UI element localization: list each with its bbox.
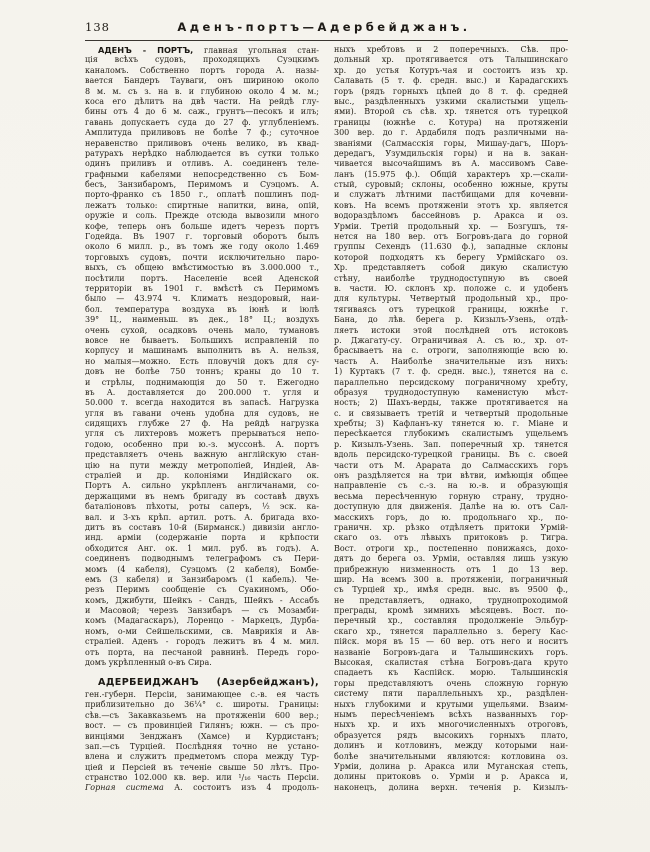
text-segment: хребты; 3) Кафланъ-ку тянется ю. г. Міане и bbox=[334, 419, 568, 429]
text-line bbox=[85, 763, 319, 773]
text-line bbox=[85, 523, 319, 533]
text-segment: баталіоновъ пѣхоты, роты саперъ, ½ эск. ка- bbox=[85, 502, 319, 512]
text-segment: А. состоитъ изъ 4 продоль- bbox=[163, 783, 319, 793]
text-line bbox=[85, 253, 319, 263]
text-line bbox=[334, 741, 568, 751]
text-segment: нымъ пересѣченіемъ всѣхъ названныхъ гор- bbox=[334, 710, 568, 719]
text-columns bbox=[85, 45, 568, 794]
text-line bbox=[85, 648, 319, 658]
text-line bbox=[85, 55, 319, 65]
text-segment: вается Бандеръ Тауваги, онъ шириною около bbox=[85, 76, 319, 86]
text-segment: главная угольная стан- bbox=[193, 46, 319, 55]
text-segment: 50.000 т. всегда находится въ запасѣ. Нагрузка bbox=[85, 398, 319, 408]
text-line bbox=[85, 190, 319, 200]
header-rule bbox=[85, 40, 568, 41]
text-segment: параллельно персидскому пограничному хребту, bbox=[334, 377, 568, 387]
bold-entry-word: АДЕНЪ - ПОРТЪ, bbox=[98, 45, 194, 55]
text-line bbox=[85, 159, 319, 169]
text-line bbox=[334, 201, 568, 211]
text-line bbox=[334, 523, 568, 533]
running-head: Аденъ-портъ—Адербейджанъ. bbox=[177, 20, 471, 34]
text-line bbox=[334, 533, 568, 543]
text-segment: стый, суровый; склоны, особенно южные, круты bbox=[334, 180, 568, 190]
text-segment: дередагъ, Узумдильскія горы) и на в. закан- bbox=[334, 148, 568, 158]
text-segment: цію на пути между метрополіей, Индіей, Ав- bbox=[85, 460, 319, 470]
text-segment: одинъ приливъ и отливъ. А. соединенъ теле- bbox=[85, 159, 319, 169]
italic-phrase: Горная система bbox=[85, 783, 164, 793]
text-segment: угля въ гавани очень удобна для судовъ, не bbox=[85, 408, 319, 418]
text-segment: торговыхъ судовъ, почти исключительно паро- bbox=[85, 252, 319, 262]
text-line bbox=[334, 211, 568, 221]
text-segment: очень сухой, осадковъ очень мало, тумановъ bbox=[85, 325, 319, 335]
text-segment: спадаетъ къ Каспійск. морю. Талышинскія bbox=[334, 668, 568, 678]
text-line bbox=[85, 711, 319, 721]
text-line bbox=[334, 772, 568, 782]
text-line bbox=[85, 533, 319, 543]
text-line bbox=[334, 461, 568, 471]
text-line bbox=[334, 616, 568, 626]
text-line bbox=[85, 326, 319, 336]
text-line bbox=[334, 783, 568, 793]
text-segment: ратурахъ нерѣдко наблюдается въ сутки только bbox=[85, 148, 319, 158]
text-segment: территоріи въ 1901 г. вмѣстѣ съ Перимомъ bbox=[85, 283, 319, 293]
text-segment: р. Джагату-су. Ограничивая А. съ ю., хр. от- bbox=[334, 335, 568, 345]
text-line bbox=[85, 284, 319, 294]
text-segment: ныхъ хр. и ихъ многочисленныхъ отроговъ, bbox=[334, 720, 568, 730]
text-segment: ями). Второй съ сѣв. хр. тянется отъ турецкой bbox=[334, 107, 568, 117]
text-segment: вал. и 3-хъ крѣп. артил. ротъ. А. бригада вхо- bbox=[85, 512, 319, 522]
text-line bbox=[334, 575, 568, 585]
text-line bbox=[85, 315, 319, 325]
text-line bbox=[85, 222, 319, 232]
text-segment: долины притоковъ о. Урміи и р. Аракса и, bbox=[334, 772, 568, 782]
text-line bbox=[334, 180, 568, 190]
text-line bbox=[85, 658, 319, 668]
text-line bbox=[334, 731, 568, 741]
text-segment: комъ, Джибути, Шейкъ - Сандъ, Шейкъ - Ассабъ bbox=[85, 595, 319, 605]
text-segment: и Масовой; черезъ Занзибаръ — съ Мозамби- bbox=[85, 606, 319, 616]
text-line bbox=[334, 668, 568, 678]
text-segment: Салавать (5 т. ф. средн. выс.) и Карадагскихъ bbox=[334, 76, 568, 86]
text-line bbox=[85, 66, 319, 76]
text-segment: ція всѣхъ судовъ, проходящихъ Суэцкимъ bbox=[85, 55, 319, 65]
text-line bbox=[85, 616, 319, 626]
text-segment: коса его дѣлитъ на двѣ части. На рейдѣ глу- bbox=[85, 96, 319, 106]
text-segment: горъ (рядъ горныхъ цѣпей до 8 т. ф. средней bbox=[334, 86, 568, 96]
text-segment: емъ (3 кабеля) и Занзибаромъ (1 кабель). Че- bbox=[85, 574, 319, 584]
text-line bbox=[85, 274, 319, 284]
text-line bbox=[334, 606, 568, 616]
text-segment: Бана, до лѣв. берега р. Кизылъ-Узень, отдѣ- bbox=[334, 315, 568, 325]
text-line bbox=[85, 398, 319, 408]
text-line bbox=[85, 450, 319, 460]
text-line bbox=[334, 710, 568, 720]
text-segment: вост. — съ провинціей Гилянъ; южн. — съ про- bbox=[85, 721, 319, 731]
text-segment: долинъ и котловинъ, между которыми наи- bbox=[334, 741, 568, 751]
text-line bbox=[85, 180, 319, 190]
text-line bbox=[334, 128, 568, 138]
text-segment: водораздѣломъ бассейновъ р. Аракса и оз. bbox=[334, 211, 568, 221]
text-line bbox=[334, 357, 568, 367]
text-segment: отъ порта, на песчаной равнинѣ. Передъ горо- bbox=[85, 647, 319, 657]
text-line bbox=[85, 367, 319, 377]
text-segment: ціей и Персіей въ теченіе свыше 50 лѣтъ. Про- bbox=[85, 762, 319, 772]
text-segment: наконецъ, долина верхн. теченія р. Кизылъ- bbox=[334, 782, 568, 792]
text-line bbox=[85, 409, 319, 419]
text-segment: которой подходятъ къ берегу Урмійскаго оз. bbox=[334, 252, 568, 262]
text-line bbox=[334, 419, 568, 429]
text-segment: около 6 милл. р., въ томъ же году около 1.469 bbox=[85, 242, 319, 252]
text-segment: корпусу и машинамъ выполнить въ А. нельзя, bbox=[85, 346, 319, 356]
text-segment: гавань допускаетъ суда до 27 ф. углубленіемъ. bbox=[85, 117, 319, 127]
text-line bbox=[85, 346, 319, 356]
text-line bbox=[85, 585, 319, 595]
text-line bbox=[334, 55, 568, 65]
text-line bbox=[85, 627, 319, 637]
text-line bbox=[85, 565, 319, 575]
page-number: 138 bbox=[85, 20, 110, 34]
text-segment: домъ укрѣпленный о-въ Сира. bbox=[85, 658, 212, 668]
text-line bbox=[85, 97, 319, 107]
text-line bbox=[334, 274, 568, 284]
text-line bbox=[334, 658, 568, 668]
text-segment: 8 м. м. съ з. на в. и глубиною около 4 м. м.; bbox=[85, 86, 319, 96]
text-segment: Высокая, скалистая стѣна Богровъ-дага круто bbox=[334, 658, 568, 668]
text-segment: онъ раздѣляется на три вѣтви, имѣющія общее bbox=[334, 471, 568, 481]
text-line bbox=[334, 450, 568, 460]
page-header bbox=[85, 20, 568, 34]
text-line bbox=[85, 388, 319, 398]
text-line bbox=[85, 752, 319, 762]
text-line bbox=[334, 440, 568, 450]
text-segment: ланъ (15.975 ф.). Общій характеръ хр.—скали- bbox=[334, 169, 568, 179]
text-line bbox=[85, 700, 319, 710]
text-segment: Вост. отроги хр., постепенно понижаясь, дохо- bbox=[334, 543, 568, 553]
text-line bbox=[334, 139, 568, 149]
text-line bbox=[334, 253, 568, 263]
text-line bbox=[85, 471, 319, 481]
text-segment: направленіе съ с.-з. на ю.-в. и образующія bbox=[334, 481, 568, 491]
text-segment: Урміи. Третій продольный хр. — Бозгушъ, тя- bbox=[334, 221, 568, 231]
text-line bbox=[334, 378, 568, 388]
text-segment: пересѣкается глубокимъ скалистымъ ущельемъ bbox=[334, 429, 568, 439]
text-line bbox=[85, 378, 319, 388]
text-line bbox=[85, 139, 319, 149]
text-line bbox=[85, 690, 319, 700]
text-line bbox=[85, 170, 319, 180]
text-line bbox=[85, 544, 319, 554]
text-segment: и стрѣлы, поднимающія до 50 т. Ежегодно bbox=[85, 377, 319, 387]
text-segment: нется на 180 вер. отъ Богровъ-дага до горной bbox=[334, 232, 568, 242]
text-line bbox=[334, 637, 568, 647]
text-segment: приблизительно до 36¼° с. широты. Границы: bbox=[85, 700, 319, 710]
text-segment: съ Турціей хр., имѣя средн. выс. въ 9500 ф., bbox=[334, 585, 568, 595]
text-segment: влена и служитъ предметомъ спора между Тур- bbox=[85, 752, 319, 762]
text-segment: часть А. Наиболѣе значительные изъ нихъ: bbox=[334, 356, 568, 366]
text-line bbox=[334, 544, 568, 554]
text-segment: комъ (Мадагаскаръ), Лоренцо - Маркецъ, Дурба- bbox=[85, 616, 319, 626]
text-line bbox=[334, 326, 568, 336]
text-segment: Годейда. Въ 1907 г. торговый оборотъ былъ bbox=[85, 232, 319, 242]
text-segment: страліей. Аденъ - городъ лежитъ въ 4 м. мил. bbox=[85, 637, 319, 647]
text-line bbox=[334, 367, 568, 377]
text-segment: части отъ М. Арарата до Салмасскихъ горъ bbox=[334, 460, 568, 470]
text-segment: доступную для движенія. Далѣе на ю. отъ Сал- bbox=[334, 502, 568, 512]
text-line bbox=[85, 481, 319, 491]
text-line bbox=[334, 689, 568, 699]
text-line bbox=[334, 585, 568, 595]
text-segment: названіе Богровъ-дага и Талышинскихъ горъ. bbox=[334, 647, 568, 657]
text-segment: ген.-губерн. Персіи, занимающее с.-в. ея часть bbox=[85, 689, 319, 699]
text-segment: каналомъ. Собственно портъ города А. назы- bbox=[85, 65, 319, 75]
text-line bbox=[334, 232, 568, 242]
text-line bbox=[85, 201, 319, 211]
text-line bbox=[334, 720, 568, 730]
text-line bbox=[334, 242, 568, 252]
text-segment: ковъ. На всемъ протяженіи этотъ хр. является bbox=[334, 200, 568, 210]
text-segment: дольный хр. протягивается отъ Талышинскаго bbox=[334, 55, 568, 65]
text-line bbox=[334, 398, 568, 408]
text-segment: выс., раздѣленныхъ узкими скалистыми ущель- bbox=[334, 96, 568, 106]
text-line bbox=[85, 305, 319, 315]
text-line bbox=[85, 554, 319, 564]
text-segment: страліей и др. колоніями Индійскаго ок. bbox=[85, 471, 319, 481]
text-line bbox=[334, 565, 568, 575]
text-line bbox=[85, 128, 319, 138]
text-segment: болѣе значительными являются: котловина оз. bbox=[334, 751, 568, 761]
text-line bbox=[334, 409, 568, 419]
text-line bbox=[334, 87, 568, 97]
text-line bbox=[85, 294, 319, 304]
text-line bbox=[85, 502, 319, 512]
text-line bbox=[334, 648, 568, 658]
text-line bbox=[334, 118, 568, 128]
text-segment: пійск. моря въ 15 — 60 вер. отъ него и носитъ bbox=[334, 637, 568, 647]
text-line bbox=[334, 107, 568, 117]
text-line bbox=[85, 513, 319, 523]
text-segment: р. Кизылъ-Узень. Зап. поперечный хр. тянется bbox=[334, 439, 568, 449]
text-segment: званіями (Салмасскія горы, Мишау-дагъ, Шоръ- bbox=[334, 138, 568, 148]
text-segment: сѣв.—съ Закавказьемъ на протяженіи 600 вер.; bbox=[85, 710, 319, 720]
text-segment: номъ, о-ми Сейшельскими, св. Маврикія и Ав- bbox=[85, 626, 319, 636]
text-line bbox=[334, 315, 568, 325]
text-line bbox=[85, 263, 319, 273]
text-segment: странство 102.000 кв. вер. или ¹/₁₆ часть Персіи. bbox=[85, 773, 319, 783]
text-line bbox=[334, 263, 568, 273]
text-line bbox=[334, 429, 568, 439]
text-line bbox=[334, 752, 568, 762]
text-segment: въ А. доставляется до 200.000 т. угля и bbox=[85, 387, 319, 397]
text-line bbox=[334, 388, 568, 398]
text-line bbox=[85, 637, 319, 647]
text-segment: Хр. представляетъ собой дикую скалистую bbox=[334, 263, 568, 273]
text-line bbox=[85, 336, 319, 346]
text-line bbox=[334, 513, 568, 523]
text-segment: вовсе не бываетъ. Большихъ исправленій по bbox=[85, 335, 319, 345]
text-segment: образуя труднодоступную каменистую мѣст- bbox=[334, 387, 568, 397]
text-segment: дитъ въ составъ 10-й (Бирманск.) дивизіи англо- bbox=[85, 522, 319, 532]
text-line bbox=[334, 700, 568, 710]
text-segment: систему пяти параллельныхъ хр., раздѣлен- bbox=[334, 689, 568, 699]
text-segment: дятъ до берега оз. Урміи, оставляя лишь узкую bbox=[334, 554, 568, 564]
text-segment: тягиваясь отъ турецкой границы, южнѣе г. bbox=[334, 304, 568, 314]
text-segment: скаго хр., тянется параллельно з. берегу Кас- bbox=[334, 626, 568, 636]
text-segment: но малыя—можно. Есть пловучій докъ для су- bbox=[85, 356, 319, 366]
text-line bbox=[334, 170, 568, 180]
text-segment: с. и связываетъ третій и четвертый продольные bbox=[334, 408, 568, 418]
text-segment: посѣтили портъ. Населеніе всей Аденской bbox=[85, 273, 319, 283]
text-line bbox=[85, 429, 319, 439]
text-line bbox=[334, 679, 568, 689]
text-segment: образуется рядъ высокихъ горныхъ плато, bbox=[334, 730, 568, 740]
text-segment: горы представляютъ очень сложную горную bbox=[334, 678, 568, 688]
text-segment: соединенъ подводнымъ телеграфомъ съ Пери- bbox=[85, 554, 319, 564]
text-segment: бины отъ 4 до 6 м. саж., грунтъ—песокъ и илъ; bbox=[85, 107, 319, 117]
text-line bbox=[334, 294, 568, 304]
text-segment: годою, особенно при ю.-з. муссонѣ. А. портъ bbox=[85, 439, 319, 449]
text-line bbox=[85, 461, 319, 471]
text-line bbox=[334, 762, 568, 772]
bold-entry-word: АДЕРБЕЙДЖАНЪ (Азербейджанъ), bbox=[98, 677, 319, 689]
text-line bbox=[85, 732, 319, 742]
text-line bbox=[334, 596, 568, 606]
text-segment: было — 43.974 ч. Климатъ нездоровый, наи- bbox=[85, 294, 319, 304]
text-segment: порто-франко съ 1850 г., оплатѣ пошлинъ под- bbox=[85, 190, 319, 200]
text-segment: ныхъ хребтовъ и 2 поперечныхъ. Сѣв. про- bbox=[334, 45, 568, 54]
text-segment: вдоль персидско-турецкой границы. Въ с. своей bbox=[334, 450, 568, 460]
text-segment: оружіе и соль. Прежде отсюда вывозили много bbox=[85, 211, 319, 221]
text-line bbox=[334, 97, 568, 107]
text-segment: бесъ, Занзибаромъ, Перимомъ и Суэцомъ. А. bbox=[85, 180, 319, 190]
text-line bbox=[85, 107, 319, 117]
text-line bbox=[85, 87, 319, 97]
text-segment: зап.—съ Турціей. Послѣдняя точно не устано- bbox=[85, 741, 319, 751]
text-line bbox=[85, 492, 319, 502]
text-segment: брасываетъ на с. отроги, заполняющіе всю ю. bbox=[334, 346, 568, 356]
text-segment: 300 вер. до г. Ардабиля подъ различными на- bbox=[334, 128, 568, 138]
text-segment: чивается высочайшимъ въ А. массивомъ Саве- bbox=[334, 159, 568, 169]
text-segment: довъ не болѣе 750 тоннъ; краны до 10 т. bbox=[85, 367, 319, 377]
text-segment: и служатъ лѣтними пастбищами для кочевни- bbox=[334, 190, 568, 200]
text-segment: представляетъ очень важную англійскую стан- bbox=[85, 450, 319, 460]
text-line bbox=[85, 232, 319, 242]
text-line bbox=[334, 159, 568, 169]
text-segment: хр. до устья Котуръ-чая и состоитъ изъ хр. bbox=[334, 65, 568, 75]
text-segment: винціями Зенджанъ (Хамсе) и Курдистанъ; bbox=[85, 731, 319, 741]
text-line bbox=[334, 66, 568, 76]
text-line bbox=[334, 222, 568, 232]
text-segment: прибрежную низменность отъ 1 до 13 вер. bbox=[334, 564, 568, 574]
text-segment: лежатъ только: спиртные напитки, вина, опій, bbox=[85, 200, 319, 210]
text-line bbox=[334, 45, 568, 55]
text-segment: шир. На всемъ 300 в. протяженіи, пограничный bbox=[334, 574, 568, 584]
text-line bbox=[334, 284, 568, 294]
text-segment: выхъ, съ общею вмѣстимостью въ 3.000.000 т., bbox=[85, 263, 319, 273]
text-line bbox=[85, 596, 319, 606]
text-line bbox=[334, 190, 568, 200]
text-segment: в. части. Ю. склонъ хр. положе с. и удобенъ bbox=[334, 283, 568, 293]
text-line bbox=[85, 773, 319, 783]
text-segment: границы (южнѣе с. Котура) на протяженіи bbox=[334, 117, 568, 127]
text-line bbox=[85, 357, 319, 367]
text-segment: инд. арміи (содержаніе порта и крѣпости bbox=[85, 533, 319, 543]
text-line bbox=[334, 627, 568, 637]
text-line bbox=[334, 149, 568, 159]
text-line bbox=[334, 346, 568, 356]
text-segment: графными кабелями непосредственно съ Бом- bbox=[85, 169, 319, 179]
text-line bbox=[334, 492, 568, 502]
text-line bbox=[334, 502, 568, 512]
text-segment: момъ (4 кабеля), Суэцомъ (2 кабеля), Бомбе- bbox=[85, 564, 319, 574]
text-line bbox=[85, 211, 319, 221]
left-column bbox=[85, 45, 319, 794]
text-line bbox=[85, 721, 319, 731]
right-column bbox=[334, 45, 568, 794]
text-line bbox=[85, 419, 319, 429]
text-segment: для культуры. Четвертый продольный хр., про- bbox=[334, 294, 568, 304]
text-line bbox=[334, 471, 568, 481]
text-segment: ныхъ глубокими и крутыми ущельями. Взаим- bbox=[334, 699, 568, 709]
text-line bbox=[85, 783, 319, 793]
text-segment: весьма пересѣченную горную страну, трудно- bbox=[334, 491, 568, 501]
article-heading-line bbox=[85, 677, 319, 690]
text-segment: ляетъ истоки этой послѣдней отъ истоковъ bbox=[334, 325, 568, 335]
text-segment: масскихъ горъ, до ю. продольнаго хр., по- bbox=[334, 512, 568, 522]
text-line bbox=[334, 554, 568, 564]
text-line bbox=[85, 45, 319, 55]
text-segment: 39° Ц., наименьш. въ дек., 18° Ц.; воздухъ bbox=[85, 315, 319, 325]
text-segment: неравенство приливовъ очень велико, въ квад- bbox=[85, 138, 319, 148]
text-line bbox=[334, 336, 568, 346]
text-segment: резъ Перимъ сообщеніе съ Суакиномъ, Обо- bbox=[85, 585, 319, 595]
text-line bbox=[85, 118, 319, 128]
text-segment: бол. температура воздуха въ іюнѣ и іюлѣ bbox=[85, 304, 319, 314]
text-segment: преграды, кромѣ зимнихъ мѣсяцевъ. Вост. по- bbox=[334, 606, 568, 616]
text-segment: держащими въ немъ бригаду въ составѣ двухъ bbox=[85, 491, 319, 501]
text-segment: группы Сехендъ (11.630 ф.), западные склоны bbox=[334, 242, 568, 252]
text-line bbox=[85, 440, 319, 450]
text-segment: сидящихъ глубже 27 ф. На рейдѣ нагрузка bbox=[85, 419, 319, 429]
text-segment: ность; 2) Шахъ-верды, также протягивается на bbox=[334, 398, 568, 408]
text-line bbox=[334, 76, 568, 86]
text-segment: обходится Анг. ок. 1 мил. руб. въ годъ). А. bbox=[85, 543, 319, 553]
text-line bbox=[85, 575, 319, 585]
text-segment: Урміи, долина р. Аракса или Муганская степь, bbox=[334, 761, 568, 771]
text-segment: стѣну, наиболѣе труднодоступную въ своей bbox=[334, 273, 568, 283]
text-segment: перечный хр., составляя продолженіе Эльбур- bbox=[334, 616, 568, 626]
text-line bbox=[85, 742, 319, 752]
text-segment: кофе, теперь онъ больше идетъ черезъ портъ bbox=[85, 221, 319, 231]
text-segment: граничн. хр. рѣзко отдѣляетъ притоки Урмій- bbox=[334, 522, 568, 532]
text-line bbox=[334, 481, 568, 491]
text-segment: 1) Куртакъ (7 т. ф. средн. выс.), тянется на с. bbox=[334, 367, 568, 377]
text-line bbox=[85, 606, 319, 616]
text-segment: не представляетъ, однако, труднопроходимой bbox=[334, 595, 568, 605]
text-segment: угля съ лихтеровъ можетъ прерываться непо- bbox=[85, 429, 319, 439]
text-line bbox=[85, 76, 319, 86]
text-segment: Амплитуда приливовъ не болѣе 7 ф.; суточное bbox=[85, 128, 319, 138]
text-line bbox=[85, 149, 319, 159]
text-segment: Портъ А. сильно укрѣпленъ англичанами, со- bbox=[85, 481, 319, 491]
text-segment: скаго оз. отъ лѣвыхъ притоковъ р. Тигра. bbox=[334, 533, 568, 543]
text-line bbox=[334, 305, 568, 315]
text-line bbox=[85, 242, 319, 252]
